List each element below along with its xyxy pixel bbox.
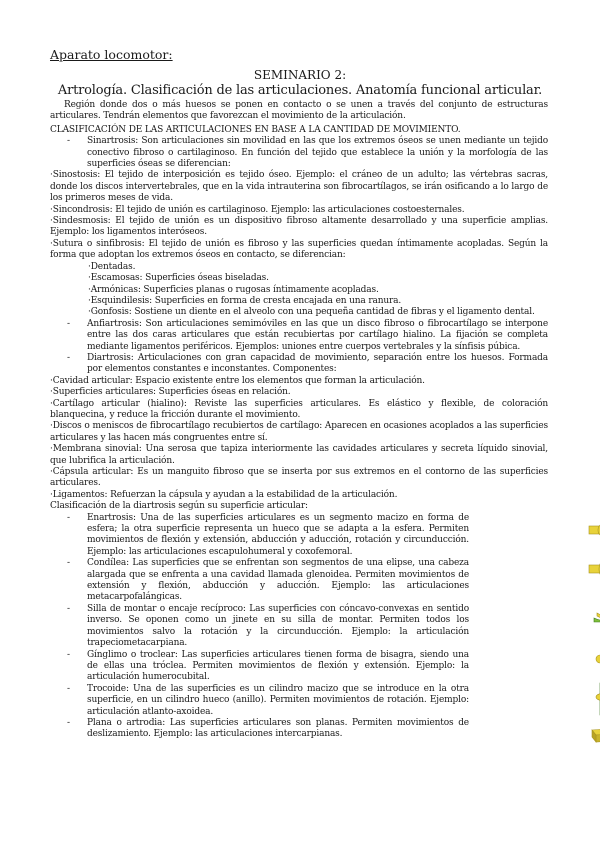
component-item: ·Cavidad articular: Espacio existente entre los elementos que forman la articulación. bbox=[50, 375, 425, 386]
sinostosis-paragraph: ·Sinostosis: El tejido de interposición es tejido óseo. Ejemplo: el cráneo de un adulto; las vértebras sacras, donde los discos intervertebrales, que en la vida intrauterina son fibrocartílagos, se irán osificando a lo largo de los primeros meses de vida. bbox=[50, 170, 548, 204]
joint-type-text: Gínglimo o troclear: Las superficies articulares tienen forma de bisagra, siendo una de ellas una tróclea. Permiten movimientos de flexión y extensión. Ejemplo: la articulación humerocubital. bbox=[87, 649, 469, 683]
list-dash: - bbox=[67, 136, 70, 147]
component-item: ·Cápsula articular: Es un manguito fibroso que se inserta por sus extremos en el contorno de las superficies articulares. bbox=[50, 467, 548, 489]
list-item: ·Gonfosis: Sostiene un diente en el alveolo con una pequeña cantidad de fibras y el ligamento dental. bbox=[88, 307, 535, 318]
seminar-number: SEMINARIO 2: bbox=[253, 68, 347, 82]
component-item: ·Membrana sinovial: Una serosa que tapiza interiormente las cavidades articulares y secreta líquido sinovial, que lubrifica la articulación. bbox=[50, 444, 548, 466]
diartrosis-text: Diartrosis: Articulaciones con gran capacidad de movimiento, separación entre los huesos. Formada por elementos constantes e inconstantes. Componentes: bbox=[87, 352, 548, 375]
joint-type-text: Enartrosis: Una de las superficies articulares es un segmento macizo en forma de esfera; la otra superficie representa un hueco que se adapta a la esfera. Permiten movimientos de flexión y extensión, abducción y aducción, rotación y circunducción. Ejemplo: las articulaciones escapulohumeral y coxofemoral. bbox=[87, 512, 469, 557]
joint-type-text: Condílea: Las superficies que se enfrentan son segmentos de una elipse, una cabeza alargada que se enfrenta a una cavidad llamada glenoidea. Permiten movimientos de extensión y flexión, abducción y aducción. Ejemplo: las articulaciones metacarpofalángicas. bbox=[87, 558, 469, 603]
joint-types-list bbox=[50, 513, 548, 741]
list-item-plana bbox=[50, 718, 548, 741]
sinartrosis-text: Sinartrosis: Son articulaciones sin movilidad en las que los extremos óseos se unen mediante un tejido conectivo fibroso o cartilaginoso. En función del tejido que establece la unión y la morfología de las superficies óseas se diferencian: bbox=[87, 136, 548, 170]
component-item: ·Cartílago articular (hialino): Reviste las superficies articulares. Es elástico y flexible, de coloración blanquecina, y reduce la fricción durante el movimiento. bbox=[50, 398, 548, 420]
saddle-joint-icon bbox=[588, 600, 600, 630]
joint-type-text: Trocoide: Una de las superficies es un cilindro macizo que se introduce en la otra superficie, en un cilindro hueco (anillo). Permiten movimientos de rotación. Ejemplo: articulación atlanto-axoidea. bbox=[87, 683, 469, 717]
list-item: ·Escamosas: Superficies óseas biseladas. bbox=[88, 273, 269, 284]
list-dash: - bbox=[67, 717, 70, 728]
list-dash: - bbox=[67, 512, 70, 523]
component-item: ·Superficies articulares: Superficies óseas en relación. bbox=[50, 387, 291, 398]
ball-socket-joint-icon bbox=[588, 517, 600, 543]
movement-types-list bbox=[50, 319, 548, 376]
sindesmosis-paragraph: ·Sindesmosis: El tejido de unión es un dispositivo fibroso altamente desarrollado y una superficie amplias. Ejemplo: los ligamentos interóseos. bbox=[50, 216, 548, 238]
intro-paragraph: Región donde dos o más huesos se ponen en contacto o se unen a través del conjunto de estructuras articulares. Tendrán elementos que favorezcan el movimiento de la articulación. bbox=[50, 100, 548, 122]
list-item: ·Armónicas: Superficies planas o rugosas íntimamente acopladas. bbox=[88, 284, 379, 295]
sutura-paragraph: ·Sutura o sinfibrosis: El tejido de unión es fibroso y las superficies quedan íntimamente acopladas. Según la forma que adoptan los extremos óseos en contacto, se diferencian: bbox=[50, 238, 548, 261]
list-dash: - bbox=[67, 603, 70, 614]
list-dash: - bbox=[67, 352, 70, 363]
sincondrosis-paragraph: ·Sincondrosis: El tejido de unión es cartilaginoso. Ejemplo: las articulaciones costoesternales. bbox=[50, 204, 465, 215]
list-item-diartrosis bbox=[50, 353, 548, 376]
plane-joint-icon bbox=[588, 724, 600, 744]
anfiartrosis-text: Anfiartrosis: Son articulaciones semimóviles en las que un disco fibroso o fibrocartílago se interpone entre las dos caras articulares que están recubiertas por cartílago hialino. La fijación se completa mediante ligamentos periféricos. Ejemplos: uniones entre cuerpos vertebrales y la sínfisis púbica. bbox=[87, 318, 548, 352]
list-item-anfiartrosis bbox=[50, 319, 548, 353]
list-item-condilea bbox=[50, 558, 548, 604]
component-item: ·Discos o meniscos de fibrocartílago recubiertos de cartílago: Aparecen en ocasiones acoplados a las superficies articulares y las hacen más congruentes entre sí. bbox=[50, 421, 548, 443]
list-dash: - bbox=[67, 558, 70, 569]
pivot-joint-icon bbox=[588, 682, 600, 716]
component-item: ·Ligamentos: Refuerzan la cápsula y ayudan a la estabilidad de la articulación. bbox=[50, 489, 398, 500]
list-item: ·Esquindilesis: Superficies en forma de cresta encajada en una ranura. bbox=[88, 295, 402, 306]
joint-type-text: Plana o artrodia: Las superficies articulares son planas. Permiten movimientos de deslizamiento. Ejemplo: las articulaciones intercarpianas. bbox=[87, 717, 469, 740]
joint-type-text: Silla de montar o encaje recíproco: Las superficies con cóncavo-convexas en sentido inverso. Se oponen como un jinete en su silla de montar. Permiten todos los movimientos salvo la rotación y la circunducción. Ejemplo: la articulación trapeciometacarpiana. bbox=[87, 603, 469, 649]
suturas-list bbox=[50, 262, 548, 319]
list-dash: - bbox=[67, 683, 70, 694]
document-body bbox=[50, 100, 548, 741]
list-dash: - bbox=[67, 318, 70, 329]
section-heading-diartrosis: Clasificación de la diartrosis según su superficie articular: bbox=[50, 501, 308, 512]
sinartrosis-list bbox=[50, 136, 548, 170]
section-heading-movement: CLASIFICACIÓN DE LAS ARTICULACIONES EN BASE A LA CANTIDAD DE MOVIMIENTO. bbox=[50, 124, 461, 135]
list-item-sinartrosis bbox=[50, 136, 548, 170]
list-item-silla-de-montar bbox=[50, 604, 548, 650]
list-item-ginglimo bbox=[50, 650, 548, 684]
list-item: ·Dentadas. bbox=[88, 261, 136, 272]
course-header: Aparato locomotor: bbox=[50, 47, 173, 62]
hinge-joint-icon bbox=[588, 644, 600, 674]
list-item-trocoide bbox=[50, 684, 548, 718]
list-dash: - bbox=[67, 649, 70, 660]
seminar-title: Artrología. Clasificación de las articulaciones. Anatomía funcional articular. bbox=[57, 83, 543, 98]
condyloid-joint-icon bbox=[588, 558, 600, 580]
list-item-enartrosis bbox=[50, 513, 548, 559]
